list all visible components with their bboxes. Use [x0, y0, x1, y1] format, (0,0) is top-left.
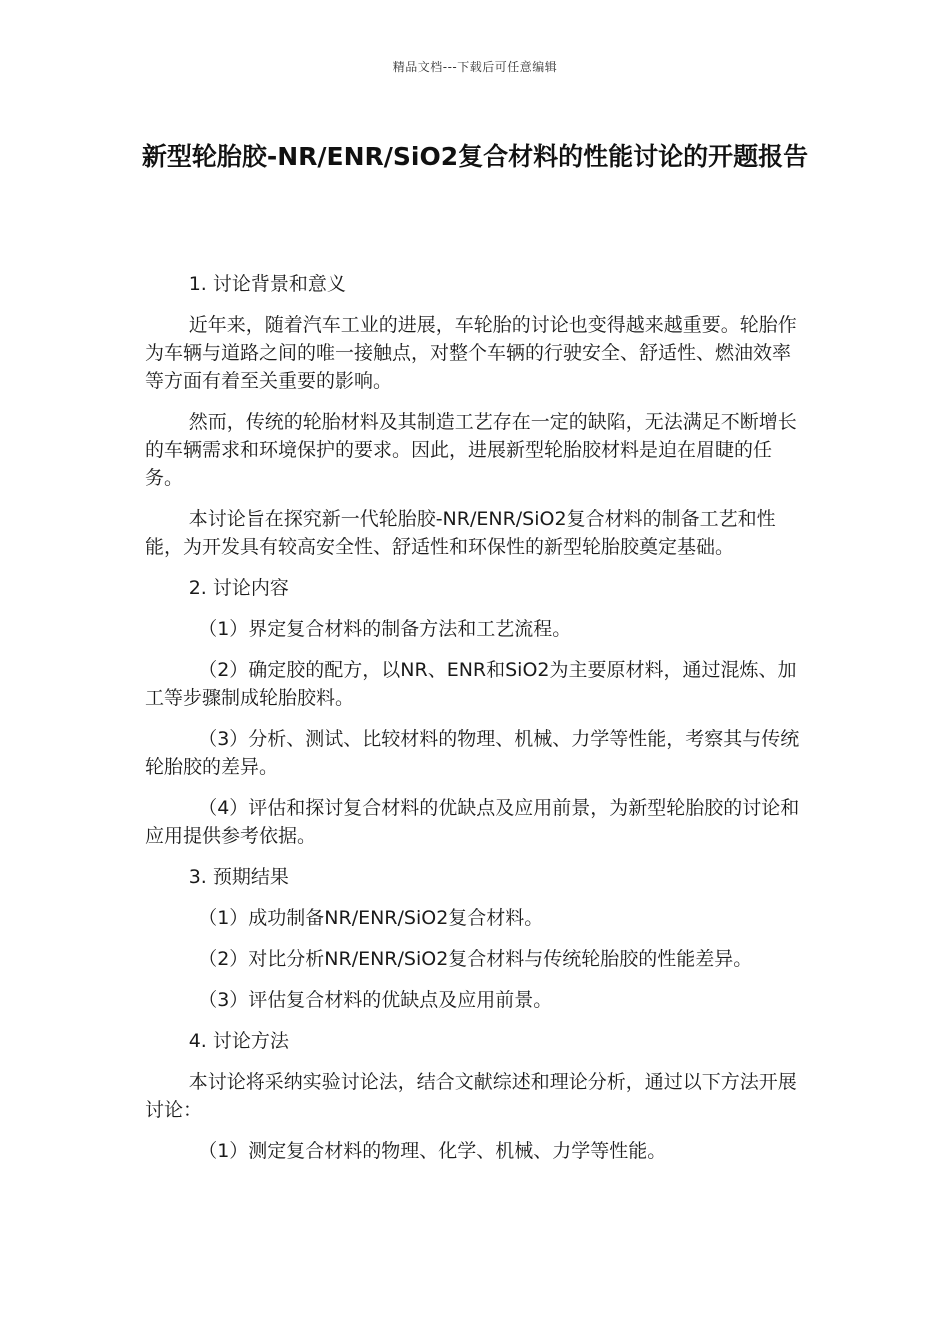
list-item-content-1: （1）界定复合材料的制备方法和工艺流程。 — [198, 618, 572, 640]
list-item-result-2: （2）对比分析NR/ENR/SiO2复合材料与传统轮胎胶的性能差异。 — [198, 948, 753, 970]
list-item-content-3: （3）分析、测试、比较材料的物理、机械、力学等性能，考察其与传统轮胎胶的差异。 — [145, 728, 800, 778]
paragraph-methods-1: 本讨论将采纳实验讨论法，结合文献综述和理论分析，通过以下方法开展讨论： — [145, 1071, 797, 1121]
list-item-result-3: （3）评估复合材料的优缺点及应用前景。 — [198, 989, 553, 1011]
header-note: 精品文档---下载后可任意编辑 — [392, 60, 558, 74]
list-item-content-2: （2）确定胶的配方，以NR、ENR和SiO2为主要原材料，通过混炼、加工等步骤制成轮胎胶料。 — [145, 659, 797, 709]
document-body — [145, 270, 807, 1178]
document-title: 新型轮胎胶-NR/ENR/SiO2复合材料的性能讨论的开题报告 — [141, 142, 809, 171]
list-item-result-1: （1）成功制备NR/ENR/SiO2复合材料。 — [198, 907, 544, 929]
paragraph-background-3: 本讨论旨在探究新一代轮胎胶-NR/ENR/SiO2复合材料的制备工艺和性能，为开发具有较高安全性、舒适性和环保性的新型轮胎胶奠定基础。 — [145, 508, 776, 558]
section-heading-content: 2. 讨论内容 — [188, 577, 289, 599]
section-heading-background: 1. 讨论背景和意义 — [188, 273, 346, 295]
section-heading-methods: 4. 讨论方法 — [188, 1030, 289, 1052]
paragraph-background-2: 然而，传统的轮胎材料及其制造工艺存在一定的缺陷，无法满足不断增长的车辆需求和环境保护的要求。因此，进展新型轮胎胶材料是迫在眉睫的任务。 — [145, 411, 797, 489]
paragraph-background-1: 近年来，随着汽车工业的进展，车轮胎的讨论也变得越来越重要。轮胎作为车辆与道路之间的唯一接触点，对整个车辆的行驶安全、舒适性、燃油效率等方面有着至关重要的影响。 — [145, 314, 797, 392]
section-heading-expected-results: 3. 预期结果 — [188, 866, 289, 888]
list-item-method-1: （1）测定复合材料的物理、化学、机械、力学等性能。 — [198, 1140, 667, 1162]
list-item-content-4: （4）评估和探讨复合材料的优缺点及应用前景，为新型轮胎胶的讨论和应用提供参考依据。 — [145, 797, 800, 847]
